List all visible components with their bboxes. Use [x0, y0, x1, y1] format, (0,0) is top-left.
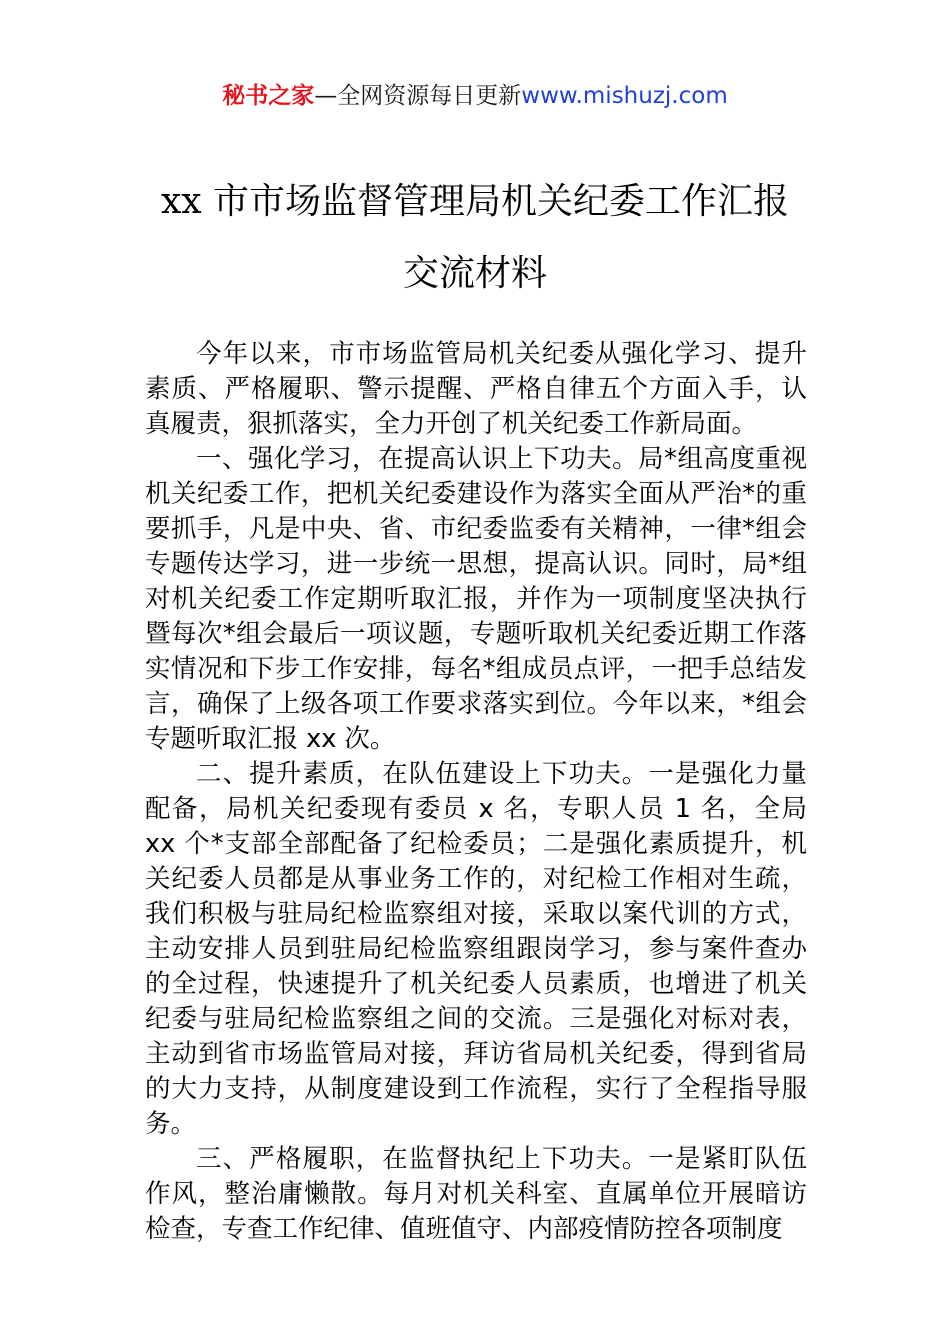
site-header [0, 80, 950, 112]
brand-name: 秘书之家 [222, 83, 315, 109]
header-tagline: —全网资源每日更新 [314, 83, 522, 109]
document-body [145, 337, 807, 1247]
document-title-line-1: xx 市市场监督管理局机关纪委工作汇报 [160, 181, 790, 222]
document-title-line-2: 交流材料 [402, 253, 547, 294]
paragraph-section-1: 一、强化学习，在提高认识上下功夫。局*组高度重视机关纪委工作，把机关纪委建设作为落实全面从严治*的重要抓手，凡是中央、省、市纪委监委有关精神，一律*组会专题传达学习，进一步统一思想，提高认识。同时，局*组对机关纪委工作定期听取汇报，并作为一项制度坚决执行暨每次*组会最后一项议题，专题听取机关纪委近期工作落实情况和下步工作安排，每名*组成员点评，一把手总结发言，确保了上级各项工作要求落实到位。今年以来，*组会专题听取汇报 xx 次。 [145, 444, 807, 754]
paragraph-section-3: 三、严格履职，在监督执纪上下功夫。一是紧盯队伍作风，整治庸懒散。每月对机关科室、直属单位开展暗访检查，专查工作纪律、值班值守、内部疫情防控各项制度 [145, 1144, 807, 1244]
paragraph-section-2: 二、提升素质，在队伍建设上下功夫。一是强化力量配备，局机关纪委现有委员 x 名，专职人员 1 名，全局 xx 个*支部全部配备了纪检委员；二是强化素质提升，机关纪委人员都是从事业务工作的，对纪检工作相对生疏，我们积极与驻局纪检监察组对接，采取以案代训的方式，主动安排人员到驻局纪检监察组跟岗学习，参与案件查办的全过程，快速提升了机关纪委人员素质，也增进了机关纪委与驻局纪检监察组之间的交流。三是强化对标对表，主动到省市场监管局对接，拜访省局机关纪委，得到省局的大力支持，从制度建设到工作流程，实行了全程指导服务。 [145, 759, 807, 1139]
site-url-link[interactable]: www.mishuzj.com [521, 83, 728, 109]
paragraph-intro: 今年以来，市市场监管局机关纪委从强化学习、提升素质、严格履职、警示提醒、严格自律五个方面入手，认真履责，狠抓落实，全力开创了机关纪委工作新局面。 [145, 339, 807, 439]
